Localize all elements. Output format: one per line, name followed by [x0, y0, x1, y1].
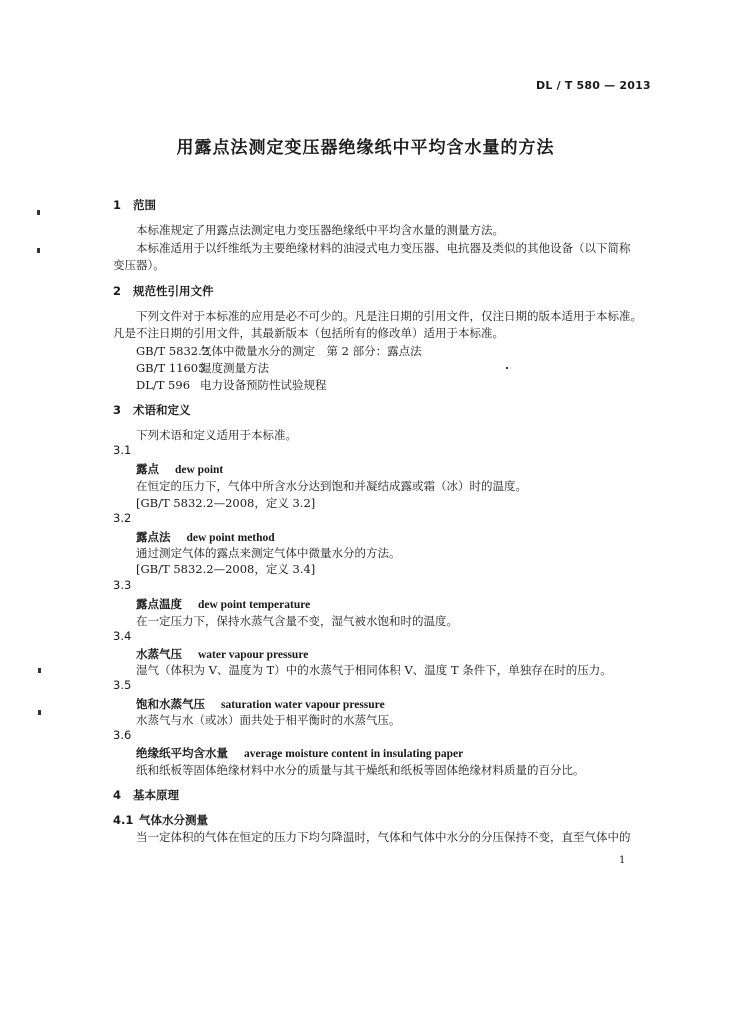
page-number: 1: [619, 855, 626, 866]
term-en: water vapour pressure: [198, 649, 309, 661]
reference-code: DL/T 596: [136, 378, 191, 392]
reference-code: GB/T 11605: [136, 361, 206, 375]
document-title: 用露点法测定变压器绝缘纸中平均含水量的方法: [176, 138, 555, 158]
term-heading: [136, 461, 223, 477]
term-en: saturation water vapour pressure: [221, 699, 385, 711]
term-number: 3.6: [113, 728, 132, 742]
paragraph: 本标准适用于以纤维纸为主要绝缘材料的油浸式电力变压器、电抗器及类似的其他设备（以下简称: [136, 241, 631, 255]
reference-title: 电力设备预防性试验规程: [200, 378, 327, 392]
term-heading: [136, 646, 308, 662]
paragraph: 变压器）。: [113, 258, 165, 272]
paragraph: 下列术语和定义适用于本标准。: [136, 428, 297, 442]
term-source: [GB/T 5832.2—2008，定义 3.2]: [136, 496, 316, 510]
scan-speck: [506, 367, 508, 369]
scan-speck: [38, 668, 41, 673]
term-heading: [136, 745, 463, 761]
paragraph: 当一定体积的气体在恒定的压力下均匀降温时，气体和气体中水分的分压保持不变，直至气体中的: [136, 830, 631, 844]
term-zh: 露点温度: [136, 597, 182, 611]
term-zh: 绝缘纸平均含水量: [136, 746, 228, 760]
term-heading: [136, 596, 310, 612]
section-number: 4: [113, 788, 122, 802]
term-number: 3.3: [113, 578, 132, 592]
scan-speck: [37, 210, 40, 215]
term-number: 3.5: [113, 678, 132, 692]
section-2-heading: [113, 283, 214, 299]
section-number: 1: [113, 198, 122, 212]
section-number: 2: [113, 284, 122, 298]
term-zh: 露点法: [136, 530, 171, 544]
subsection-4-1-heading: [113, 812, 208, 828]
term-en: dew point method: [186, 532, 275, 544]
scan-speck: [38, 710, 41, 715]
term-en: dew point: [175, 464, 224, 476]
section-1-heading: [113, 197, 156, 213]
term-number: 3.1: [113, 443, 132, 457]
term-definition: 湿气（体积为 V、温度为 T）中的水蒸气于相同体积 V、温度 T 条件下，单独存在时的压力。: [136, 663, 612, 677]
section-title: 术语和定义: [133, 403, 191, 417]
term-en: average moisture content in insulating paper: [244, 748, 464, 760]
term-zh: 露点: [136, 462, 159, 476]
section-title: 规范性引用文件: [133, 284, 214, 298]
term-definition: 纸和纸板等固体绝缘材料中水分的质量与其干燥纸和纸板等固体绝缘材料质量的百分比。: [136, 763, 585, 777]
term-number: 3.2: [113, 511, 132, 525]
paragraph: 凡是不注日期的引用文件，其最新版本（包括所有的修改单）适用于本标准。: [113, 326, 504, 340]
section-3-heading: [113, 402, 191, 418]
paragraph: 下列文件对于本标准的应用是必不可少的。凡是注日期的引用文件，仅注日期的版本适用于本标准。: [136, 309, 642, 323]
term-definition: 通过测定气体的露点来测定气体中微量水分的方法。: [136, 546, 401, 560]
term-zh: 水蒸气压: [136, 647, 182, 661]
term-definition: 在一定压力下，保持水蒸气含量不变，湿气被水饱和时的温度。: [136, 614, 458, 628]
section-title: 范围: [133, 198, 156, 212]
term-en: dew point temperature: [198, 599, 311, 611]
term-zh: 饱和水蒸气压: [136, 697, 205, 711]
scan-speck: [37, 248, 40, 253]
reference-title: 湿度测量方法: [200, 361, 269, 375]
reference-title: 气体中微量水分的测定 第 2 部分：露点法: [200, 344, 422, 358]
normative-reference: [136, 377, 327, 393]
section-title: 基本原理: [133, 788, 179, 802]
term-definition: 水蒸气与水（或冰）面共处于相平衡时的水蒸气压。: [136, 713, 401, 727]
term-heading: [136, 529, 275, 545]
document-number: DL / T 580 — 2013: [536, 79, 651, 92]
term-heading: [136, 696, 385, 712]
subsection-title: 气体水分测量: [139, 813, 208, 827]
term-definition: 在恒定的压力下，气体中所含水分达到饱和并凝结成露或霜（冰）时的温度。: [136, 479, 527, 493]
normative-reference: [136, 360, 269, 376]
section-number: 3: [113, 403, 122, 417]
term-source: [GB/T 5832.2—2008，定义 3.4]: [136, 562, 316, 576]
subsection-number: 4.1: [113, 813, 134, 827]
reference-code: GB/T 5832.2: [136, 344, 210, 358]
normative-reference: [136, 343, 422, 359]
paragraph: 本标准规定了用露点法测定电力变压器绝缘纸中平均含水量的测量方法。: [136, 223, 504, 237]
term-number: 3.4: [113, 629, 132, 643]
section-4-heading: [113, 787, 179, 803]
